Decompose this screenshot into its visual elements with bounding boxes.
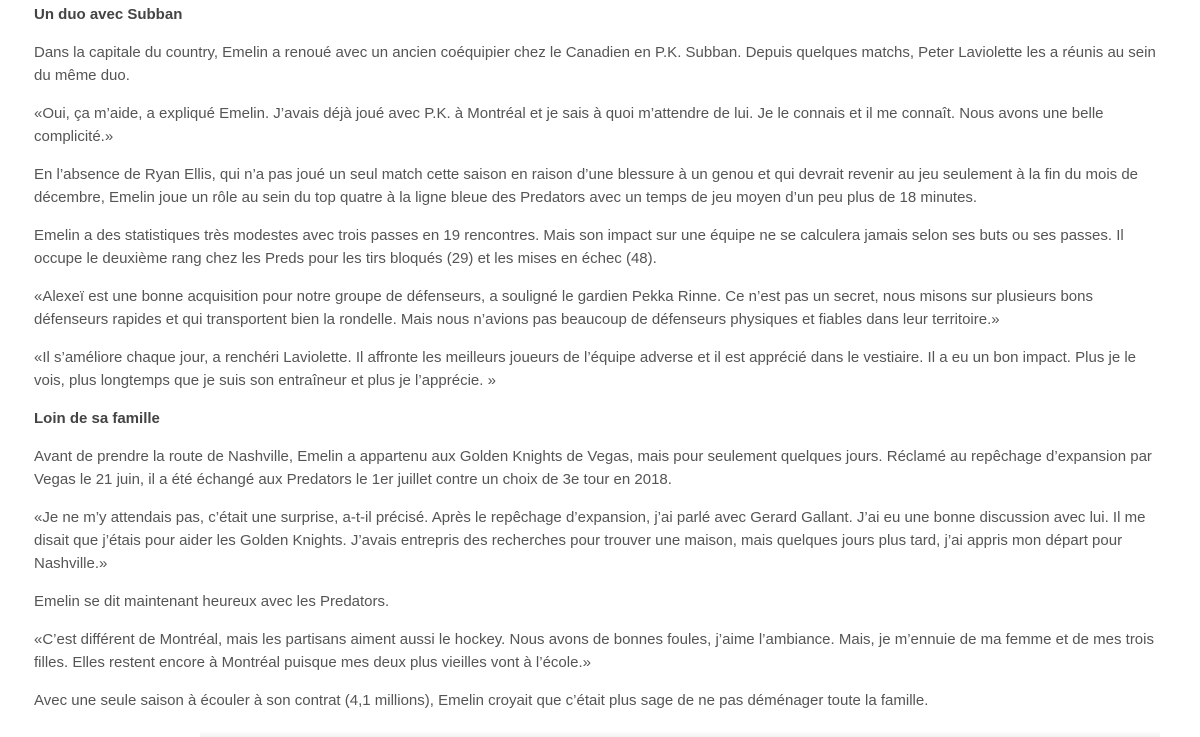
paragraph: «Alexeï est une bonne acquisition pour notre groupe de défenseurs, a souligné le gardien Pekka Rinne. Ce n’est pas un secret, nous misons sur plusieurs bons défenseurs rapides et qui transportent bien la rondelle. Mais nous n’avions pas beaucoup de défenseurs physiques et fiables dans leur territoire.»	[34, 288, 1093, 328]
paragraph: Dans la capitale du country, Emelin a renoué avec un ancien coéquipier chez le Canadien en P.K. Subban. Depuis quelques matchs, Peter Laviolette les a réunis au sein du même duo.	[34, 44, 1156, 84]
bottom-fade	[200, 731, 1160, 737]
paragraph: Emelin se dit maintenant heureux avec les Predators.	[34, 593, 390, 610]
section-heading: Loin de sa famille	[34, 410, 160, 427]
paragraph: Avant de prendre la route de Nashville, Emelin a appartenu aux Golden Knights de Vegas, mais pour seulement quelques jours. Réclamé au repêchage d’expansion par Vegas le 21 juin, il a été échangé aux Predators le 1er juillet contre un choix de 3e tour en 2018.	[34, 448, 1152, 488]
paragraph: «C’est différent de Montréal, mais les partisans aiment aussi le hockey. Nous avons de bonnes foules, j’aime l’ambiance. Mais, je m’ennuie de ma femme et de mes trois filles. Elles restent encore à Montréal puisque mes deux plus vieilles vont à l’école.»	[34, 631, 1154, 671]
paragraph: «Je ne m’y attendais pas, c’était une surprise, a-t-il précisé. Après le repêchage d’expansion, j’ai parlé avec Gerard Gallant. J’ai eu une bonne discussion avec lui. Il me disait que j’étais pour aider les Golden Knights. J’avais entrepris des recherches pour trouver une maison, mais quelques jours plus tard, j’ai appris mon départ pour Nashville.»	[34, 509, 1146, 572]
paragraph: Emelin a des statistiques très modestes avec trois passes en 19 rencontres. Mais son impact sur une équipe ne se calculera jamais selon ses buts ou ses passes. Il occupe le deuxième rang chez les Preds pour les tirs bloqués (29) et les mises en échec (48).	[34, 227, 1124, 267]
paragraph: En l’absence de Ryan Ellis, qui n’a pas joué un seul match cette saison en raison d’une blessure à un genou et qui devrait revenir au jeu seulement à la fin du mois de décembre, Emelin joue un rôle au sein du top quatre à la ligne bleue des Predators avec un temps de jeu moyen d’un peu plus de 18 minutes.	[34, 166, 1139, 206]
section-heading: Un duo avec Subban	[34, 6, 183, 23]
paragraph: «Oui, ça m’aide, a expliqué Emelin. J’avais déjà joué avec P.K. à Montréal et je sais à quoi m’attendre de lui. Je le connais et il me connaît. Nous avons une belle complicité.»	[34, 105, 1104, 145]
article-body	[34, 3, 1164, 727]
paragraph: Avec une seule saison à écouler à son contrat (4,1 millions), Emelin croyait que c’était plus sage de ne pas déménager toute la famille.	[34, 692, 929, 709]
paragraph: «Il s’améliore chaque jour, a renchéri Laviolette. Il affronte les meilleurs joueurs de l’équipe adverse et il est apprécié dans le vestiaire. Il a eu un bon impact. Plus je le vois, plus longtemps que je suis son entraîneur et plus je l’apprécie. »	[34, 349, 1137, 389]
